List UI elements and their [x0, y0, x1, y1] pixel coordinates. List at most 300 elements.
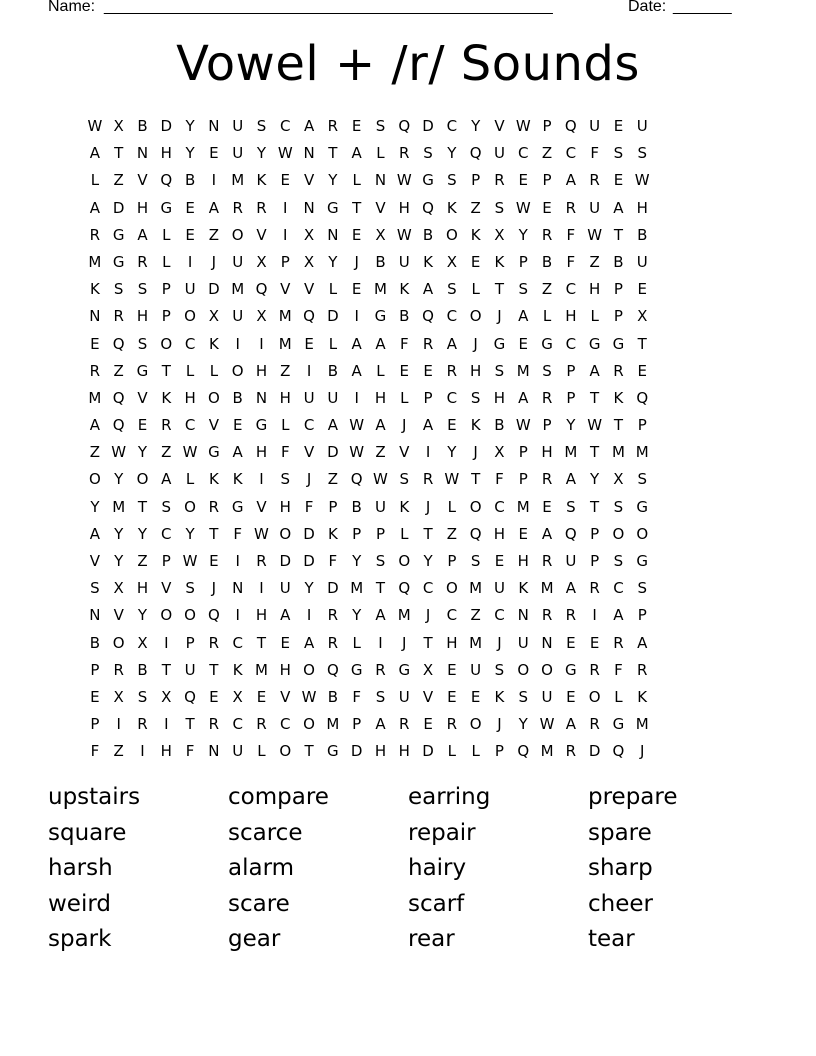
grid-letter[interactable]: X — [422, 660, 434, 679]
grid-letter[interactable]: Y — [447, 144, 457, 163]
grid-letter[interactable]: E — [542, 198, 552, 217]
grid-letter[interactable]: S — [399, 470, 410, 489]
grid-letter[interactable]: T — [304, 742, 314, 761]
grid-letter[interactable]: Y — [137, 606, 148, 625]
grid-letter[interactable]: N — [136, 144, 149, 163]
grid-letter[interactable]: Q — [564, 117, 577, 135]
grid-letter[interactable]: Y — [423, 552, 433, 570]
grid-letter[interactable]: J — [354, 252, 359, 271]
grid-letter[interactable]: O — [469, 307, 482, 326]
grid-letter[interactable]: V — [137, 388, 148, 407]
grid-letter[interactable]: I — [259, 470, 264, 489]
grid-letter[interactable]: V — [256, 225, 267, 244]
grid-letter[interactable]: Z — [280, 361, 291, 380]
grid-letter[interactable]: D — [350, 742, 363, 761]
grid-letter[interactable]: S — [90, 579, 100, 598]
grid-letter[interactable]: S — [137, 280, 148, 299]
grid-letter[interactable]: S — [447, 280, 457, 299]
grid-letter[interactable]: X — [375, 225, 386, 244]
grid-letter[interactable]: Q — [326, 660, 339, 679]
grid-letter[interactable]: R — [541, 552, 553, 570]
grid-letter[interactable]: I — [187, 252, 193, 271]
grid-letter[interactable]: J — [640, 742, 645, 761]
grid-letter[interactable]: Z — [89, 443, 101, 462]
grid-letter[interactable]: M — [350, 579, 364, 598]
grid-letter[interactable]: U — [279, 579, 291, 598]
grid-letter[interactable]: S — [518, 687, 528, 706]
grid-letter[interactable]: Z — [161, 443, 172, 462]
grid-letter[interactable]: R — [637, 660, 648, 679]
grid-letter[interactable]: N — [208, 742, 220, 761]
grid-letter[interactable]: H — [136, 579, 149, 598]
grid-letter[interactable]: L — [471, 280, 480, 299]
grid-letter[interactable]: A — [137, 225, 148, 244]
grid-letter[interactable]: Q — [469, 144, 482, 163]
grid-letter[interactable]: S — [613, 144, 624, 163]
grid-letter[interactable]: H — [636, 198, 648, 217]
grid-letter[interactable]: P — [566, 388, 576, 407]
grid-letter[interactable]: N — [255, 388, 268, 407]
grid-letter[interactable]: C — [494, 606, 505, 625]
grid-letter[interactable]: E — [185, 198, 195, 217]
grid-letter[interactable]: V — [303, 443, 315, 462]
grid-letter[interactable]: U — [232, 117, 244, 135]
grid-letter[interactable]: B — [232, 388, 243, 407]
grid-letter[interactable]: O — [469, 497, 482, 516]
grid-letter[interactable]: F — [328, 552, 338, 570]
grid-letter[interactable]: D — [303, 524, 315, 543]
grid-letter[interactable]: S — [518, 280, 528, 299]
grid-letter[interactable]: X — [494, 225, 505, 244]
grid-letter[interactable]: W — [87, 117, 103, 135]
grid-letter[interactable]: F — [352, 687, 361, 706]
grid-letter[interactable]: A — [89, 524, 101, 543]
grid-letter[interactable]: K — [208, 334, 219, 353]
grid-letter[interactable]: K — [161, 388, 172, 407]
grid-letter[interactable]: V — [494, 117, 505, 135]
grid-letter[interactable]: B — [184, 171, 196, 190]
grid-letter[interactable]: Y — [114, 552, 124, 570]
grid-letter[interactable]: X — [637, 307, 648, 326]
grid-letter[interactable]: Q — [303, 307, 315, 326]
grid-letter[interactable]: J — [425, 606, 431, 625]
grid-letter[interactable]: L — [352, 171, 361, 190]
grid-letter[interactable]: M — [112, 497, 126, 516]
grid-letter[interactable]: J — [402, 416, 407, 435]
grid-letter[interactable]: B — [422, 225, 434, 244]
grid-letter[interactable]: R — [327, 117, 339, 135]
grid-letter[interactable]: R — [565, 742, 577, 761]
grid-letter[interactable]: H — [374, 742, 387, 761]
grid-letter[interactable]: R — [399, 715, 410, 734]
grid-letter[interactable]: H — [588, 280, 601, 299]
grid-letter[interactable]: G — [565, 660, 577, 679]
grid-letter[interactable]: S — [637, 579, 647, 598]
grid-letter[interactable]: R — [208, 497, 220, 516]
grid-letter[interactable]: E — [470, 687, 481, 706]
grid-letter[interactable]: I — [235, 606, 240, 625]
grid-letter[interactable]: P — [518, 443, 528, 462]
grid-letter[interactable]: T — [423, 633, 433, 652]
grid-letter[interactable]: A — [613, 198, 624, 217]
grid-letter[interactable]: Z — [470, 198, 481, 217]
grid-letter[interactable]: A — [565, 470, 576, 489]
grid-letter[interactable]: C — [565, 280, 577, 299]
grid-letter[interactable]: A — [303, 117, 315, 135]
grid-letter[interactable]: C — [446, 606, 458, 625]
grid-letter[interactable]: R — [446, 715, 458, 734]
grid-letter[interactable]: S — [447, 171, 457, 190]
grid-letter[interactable]: R — [232, 198, 243, 217]
grid-letter[interactable]: W — [587, 225, 603, 244]
grid-letter[interactable]: Y — [518, 715, 528, 734]
grid-letter[interactable]: I — [259, 579, 264, 598]
grid-letter[interactable]: T — [590, 443, 600, 462]
grid-letter[interactable]: T — [352, 198, 362, 217]
grid-letter[interactable]: R — [446, 361, 458, 380]
grid-letter[interactable]: J — [473, 334, 478, 353]
grid-letter[interactable]: L — [281, 416, 290, 435]
grid-letter[interactable]: E — [280, 633, 291, 652]
grid-letter[interactable]: B — [399, 307, 410, 326]
grid-letter[interactable]: N — [89, 307, 101, 326]
grid-letter[interactable]: D — [208, 280, 220, 299]
grid-letter[interactable]: E — [447, 687, 457, 706]
grid-letter[interactable]: O — [231, 361, 244, 380]
grid-letter[interactable]: C — [518, 144, 529, 163]
grid-letter[interactable]: S — [566, 497, 576, 516]
grid-letter[interactable]: V — [375, 198, 386, 217]
grid-letter[interactable]: N — [303, 198, 315, 217]
grid-letter[interactable]: T — [423, 524, 433, 543]
grid-letter[interactable]: R — [589, 715, 600, 734]
grid-letter[interactable]: W — [182, 443, 198, 462]
grid-letter[interactable]: O — [588, 687, 601, 706]
grid-letter[interactable]: V — [303, 280, 315, 299]
grid-letter[interactable]: H — [184, 388, 196, 407]
grid-letter[interactable]: M — [373, 280, 387, 299]
grid-letter[interactable]: F — [614, 660, 623, 679]
grid-letter[interactable]: O — [398, 552, 411, 570]
grid-letter[interactable]: J — [497, 633, 502, 652]
grid-letter[interactable]: M — [635, 715, 649, 734]
grid-letter[interactable]: V — [113, 606, 124, 625]
grid-letter[interactable]: T — [613, 416, 624, 435]
grid-letter[interactable]: W — [444, 470, 460, 489]
grid-letter[interactable]: E — [423, 715, 433, 734]
grid-letter[interactable]: A — [280, 606, 291, 625]
grid-letter[interactable]: L — [185, 361, 195, 380]
grid-letter[interactable]: U — [541, 687, 553, 706]
grid-letter[interactable]: A — [351, 361, 362, 380]
grid-letter[interactable]: Y — [137, 443, 148, 462]
grid-letter[interactable]: W — [515, 117, 531, 135]
grid-letter[interactable]: I — [592, 606, 597, 625]
grid-letter[interactable]: A — [518, 307, 529, 326]
grid-letter[interactable]: O — [112, 633, 125, 652]
grid-letter[interactable]: A — [637, 633, 648, 652]
name-field[interactable]: ______________________________________________________ — [104, 0, 553, 15]
grid-letter[interactable]: F — [566, 252, 576, 271]
grid-letter[interactable]: X — [613, 470, 624, 489]
grid-letter[interactable]: R — [613, 361, 624, 380]
grid-letter[interactable]: F — [495, 470, 504, 489]
grid-letter[interactable]: P — [542, 117, 552, 135]
grid-letter[interactable]: Q — [184, 687, 196, 706]
grid-letter[interactable]: O — [184, 307, 196, 326]
grid-letter[interactable]: S — [185, 579, 195, 598]
grid-letter[interactable]: R — [137, 252, 148, 271]
grid-letter[interactable]: U — [184, 280, 196, 299]
grid-letter[interactable]: Z — [208, 225, 220, 244]
grid-letter[interactable]: H — [160, 144, 172, 163]
grid-letter[interactable]: A — [565, 171, 576, 190]
grid-letter[interactable]: G — [208, 443, 220, 462]
grid-letter[interactable]: E — [185, 225, 195, 244]
grid-letter[interactable]: P — [352, 524, 362, 543]
grid-letter[interactable]: P — [352, 715, 362, 734]
grid-letter[interactable]: S — [137, 687, 148, 706]
grid-letter[interactable]: N — [208, 117, 220, 135]
grid-letter[interactable]: C — [184, 416, 196, 435]
grid-letter[interactable]: V — [303, 171, 315, 190]
grid-letter[interactable]: H — [374, 388, 387, 407]
grid-letter[interactable]: T — [209, 660, 219, 679]
grid-letter[interactable]: Q — [160, 171, 173, 190]
grid-letter[interactable]: X — [113, 579, 124, 598]
grid-letter[interactable]: O — [445, 225, 458, 244]
grid-letter[interactable]: J — [211, 579, 217, 598]
grid-letter[interactable]: A — [375, 416, 386, 435]
grid-letter[interactable]: Z — [446, 524, 457, 543]
grid-letter[interactable]: V — [161, 579, 172, 598]
grid-letter[interactable]: R — [113, 307, 124, 326]
grid-letter[interactable]: M — [278, 307, 292, 326]
grid-letter[interactable]: O — [541, 660, 553, 679]
grid-letter[interactable]: P — [161, 307, 171, 326]
grid-letter[interactable]: G — [422, 171, 434, 190]
grid-letter[interactable]: X — [113, 687, 124, 706]
grid-letter[interactable]: Q — [517, 742, 530, 761]
grid-letter[interactable]: C — [184, 334, 196, 353]
grid-letter[interactable]: O — [136, 470, 149, 489]
grid-letter[interactable]: S — [423, 144, 433, 163]
grid-letter[interactable]: Y — [304, 579, 314, 598]
grid-letter[interactable]: H — [565, 307, 577, 326]
grid-letter[interactable]: Z — [541, 280, 553, 299]
grid-letter[interactable]: E — [137, 416, 148, 435]
grid-letter[interactable]: D — [112, 198, 125, 217]
grid-letter[interactable]: O — [445, 579, 458, 598]
grid-letter[interactable]: T — [590, 388, 600, 407]
grid-letter[interactable]: Q — [422, 307, 434, 326]
grid-letter[interactable]: Q — [112, 416, 125, 435]
grid-letter[interactable]: H — [517, 552, 529, 570]
grid-letter[interactable]: D — [588, 742, 601, 761]
grid-letter[interactable]: A — [89, 144, 101, 163]
grid-letter[interactable]: L — [328, 334, 338, 353]
grid-letter[interactable]: V — [399, 443, 410, 462]
grid-letter[interactable]: L — [376, 144, 385, 163]
grid-letter[interactable]: K — [613, 388, 624, 407]
grid-letter[interactable]: U — [184, 660, 196, 679]
grid-letter[interactable]: K — [399, 497, 410, 516]
grid-letter[interactable]: P — [161, 280, 171, 299]
grid-letter[interactable]: W — [515, 416, 531, 435]
grid-letter[interactable]: W — [634, 171, 650, 190]
grid-letter[interactable]: A — [541, 524, 553, 543]
grid-letter[interactable]: V — [256, 497, 267, 516]
grid-letter[interactable]: V — [280, 687, 291, 706]
grid-letter[interactable]: L — [447, 742, 457, 761]
grid-letter[interactable]: K — [518, 579, 529, 598]
grid-letter[interactable]: O — [612, 524, 625, 543]
grid-letter[interactable]: M — [278, 334, 292, 353]
grid-letter[interactable]: H — [279, 660, 291, 679]
grid-letter[interactable]: L — [590, 307, 599, 326]
grid-letter[interactable]: A — [422, 280, 434, 299]
grid-letter[interactable]: R — [422, 334, 434, 353]
grid-letter[interactable]: T — [137, 497, 148, 516]
grid-letter[interactable]: S — [113, 280, 124, 299]
grid-letter[interactable]: G — [112, 225, 125, 244]
grid-letter[interactable]: Q — [636, 388, 649, 407]
grid-letter[interactable]: S — [470, 552, 481, 570]
grid-letter[interactable]: R — [494, 171, 505, 190]
grid-letter[interactable]: H — [136, 198, 149, 217]
grid-letter[interactable]: Y — [114, 470, 124, 489]
grid-letter[interactable]: N — [517, 606, 529, 625]
grid-letter[interactable]: Z — [113, 742, 124, 761]
grid-letter[interactable]: F — [566, 225, 576, 244]
grid-letter[interactable]: E — [280, 171, 291, 190]
grid-letter[interactable]: K — [208, 470, 219, 489]
grid-letter[interactable]: K — [256, 171, 267, 190]
grid-letter[interactable]: M — [88, 388, 102, 407]
grid-letter[interactable]: M — [635, 443, 649, 462]
grid-letter[interactable]: C — [303, 416, 315, 435]
grid-letter[interactable]: D — [327, 443, 339, 462]
grid-letter[interactable]: Z — [589, 252, 600, 271]
grid-letter[interactable]: M — [469, 633, 483, 652]
grid-letter[interactable]: T — [185, 715, 195, 734]
grid-letter[interactable]: E — [209, 552, 219, 570]
grid-letter[interactable]: B — [613, 252, 624, 271]
grid-letter[interactable]: A — [446, 334, 457, 353]
grid-letter[interactable]: R — [589, 660, 600, 679]
grid-letter[interactable]: R — [89, 361, 101, 380]
grid-letter[interactable]: A — [303, 633, 315, 652]
grid-letter[interactable]: N — [327, 225, 339, 244]
grid-letter[interactable]: A — [89, 416, 101, 435]
grid-letter[interactable]: Q — [398, 117, 411, 135]
grid-letter[interactable]: C — [446, 117, 458, 135]
grid-letter[interactable]: N — [89, 606, 101, 625]
grid-letter[interactable]: E — [304, 334, 314, 353]
grid-letter[interactable]: U — [470, 660, 482, 679]
grid-letter[interactable]: H — [493, 524, 506, 543]
grid-letter[interactable]: A — [161, 470, 172, 489]
grid-letter[interactable]: X — [161, 687, 172, 706]
date-field[interactable]: _______ — [673, 0, 732, 15]
grid-letter[interactable]: C — [232, 633, 243, 652]
grid-letter[interactable]: G — [612, 715, 625, 734]
grid-letter[interactable]: I — [235, 552, 240, 570]
grid-letter[interactable]: F — [304, 497, 314, 516]
grid-letter[interactable]: P — [185, 633, 195, 652]
grid-letter[interactable]: E — [518, 524, 528, 543]
grid-letter[interactable]: B — [494, 416, 505, 435]
grid-letter[interactable]: U — [232, 144, 244, 163]
grid-letter[interactable]: A — [565, 579, 576, 598]
grid-letter[interactable]: I — [211, 171, 217, 190]
grid-letter[interactable]: A — [351, 144, 362, 163]
grid-letter[interactable]: O — [88, 470, 101, 489]
grid-letter[interactable]: Q — [469, 524, 482, 543]
grid-letter[interactable]: U — [517, 633, 529, 652]
grid-letter[interactable]: Y — [590, 470, 600, 489]
grid-letter[interactable]: R — [541, 470, 553, 489]
grid-letter[interactable]: E — [256, 687, 267, 706]
grid-letter[interactable]: R — [589, 171, 600, 190]
grid-letter[interactable]: F — [399, 334, 409, 353]
grid-letter[interactable]: S — [161, 497, 172, 516]
grid-letter[interactable]: P — [518, 470, 528, 489]
grid-letter[interactable]: C — [232, 715, 243, 734]
grid-letter[interactable]: E — [637, 280, 647, 299]
grid-letter[interactable]: O — [469, 715, 482, 734]
grid-letter[interactable]: R — [613, 633, 624, 652]
grid-letter[interactable]: R — [137, 715, 148, 734]
grid-letter[interactable]: K — [494, 252, 505, 271]
grid-letter[interactable]: A — [589, 361, 600, 380]
grid-letter[interactable]: O — [636, 524, 649, 543]
grid-letter[interactable]: U — [565, 552, 577, 570]
grid-letter[interactable]: G — [112, 252, 125, 271]
grid-letter[interactable]: D — [422, 117, 434, 135]
grid-letter[interactable]: U — [327, 388, 339, 407]
grid-letter[interactable]: I — [378, 633, 383, 652]
grid-letter[interactable]: A — [232, 443, 243, 462]
grid-letter[interactable]: O — [160, 334, 173, 353]
grid-letter[interactable]: A — [327, 416, 338, 435]
grid-letter[interactable]: L — [447, 497, 457, 516]
grid-letter[interactable]: R — [375, 660, 386, 679]
grid-letter[interactable]: B — [351, 497, 362, 516]
grid-letter[interactable]: I — [425, 443, 431, 462]
grid-letter[interactable]: Y — [137, 524, 148, 543]
grid-letter[interactable]: N — [541, 633, 553, 652]
grid-letter[interactable]: I — [259, 334, 264, 353]
grid-letter[interactable]: Y — [90, 497, 100, 516]
grid-letter[interactable]: T — [328, 144, 338, 163]
grid-letter[interactable]: M — [88, 252, 102, 271]
grid-letter[interactable]: M — [540, 579, 554, 598]
grid-letter[interactable]: K — [446, 198, 457, 217]
grid-letter[interactable]: O — [279, 742, 292, 761]
grid-letter[interactable]: R — [327, 606, 339, 625]
grid-letter[interactable]: K — [470, 416, 481, 435]
grid-letter[interactable]: S — [256, 117, 267, 135]
grid-letter[interactable]: I — [354, 307, 359, 326]
grid-letter[interactable]: O — [231, 225, 244, 244]
grid-letter[interactable]: C — [565, 334, 577, 353]
grid-letter[interactable]: O — [303, 660, 315, 679]
grid-letter[interactable]: M — [469, 579, 483, 598]
grid-letter[interactable]: P — [590, 552, 600, 570]
grid-letter[interactable]: Y — [185, 524, 195, 543]
grid-letter[interactable]: P — [423, 388, 433, 407]
